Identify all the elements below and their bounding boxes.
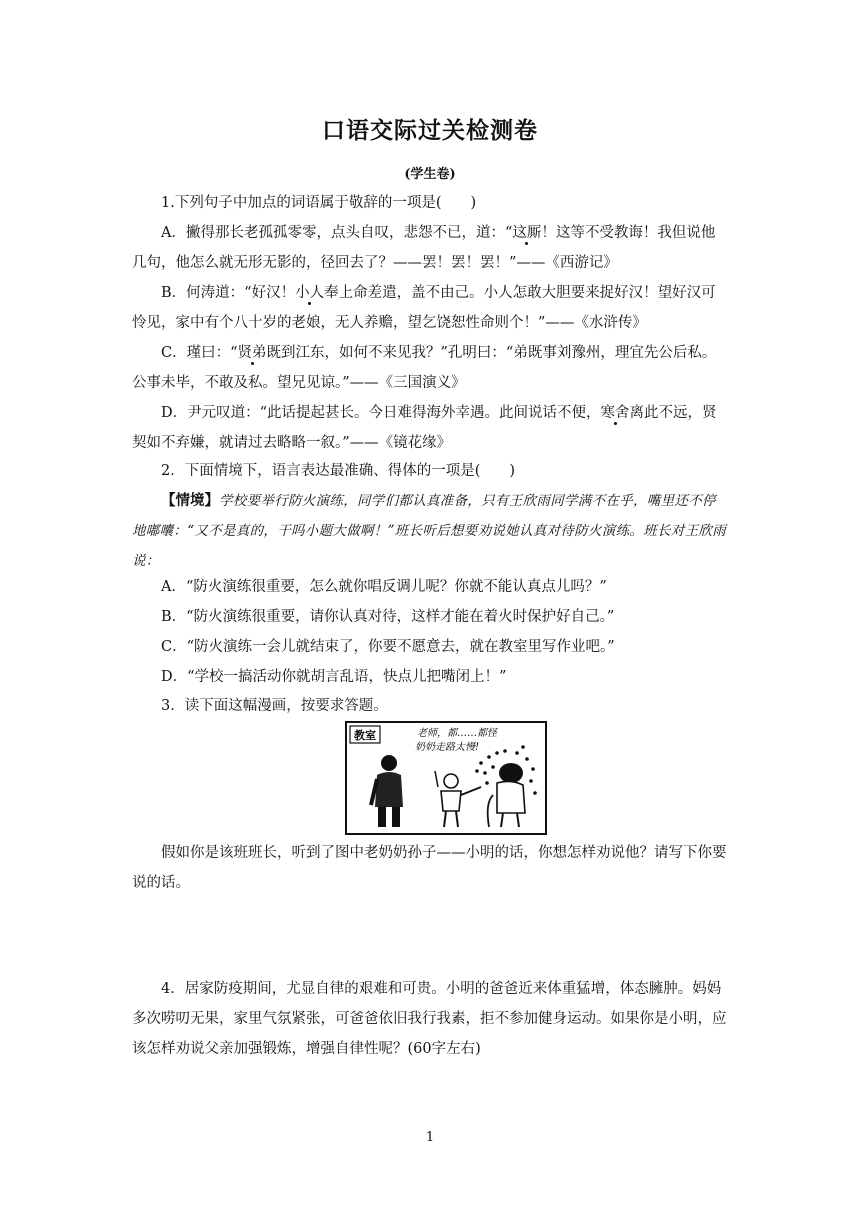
- page-title: 口语交际过关检测卷: [322, 118, 538, 144]
- comic-speech-line-1: 老师，都……都怪: [417, 728, 497, 739]
- scene-label: 【情境】: [161, 492, 219, 509]
- comic-illustration: [345, 721, 547, 835]
- scene-text: 学校要举行防火演练，同学们都认真准备，只有王欣雨同学满不在乎，嘴里还不停地嘟囔：“又不是真的，干吗小题大做啊！”班长听后想要劝说她认真对待防火演练。班长对王欣雨说：: [132, 493, 727, 569]
- question-1-option-b: B．何涛道：“好汉！小人奉上命差遣，盖不由己。小人怎敢大胆要来捉好汉！望好汉可怜见，家中有个八十岁的老娘，无人养赡，望乞饶恕性命则个！”——《水浒传》: [132, 285, 716, 331]
- comic-speech-line-2: 奶奶走路太慢!: [415, 742, 480, 753]
- question-4: 4．居家防疫期间，尤显自律的艰难和可贵。小明的爸爸近来体重猛增，体态臃肿。妈妈多次唠叨无果，家里气氛紧张，可爸爸依旧我行我素，拒不参加健身运动。如果你是小明，应该怎样劝说父亲加强锻炼，增强自律性呢？(60字左右): [132, 981, 727, 1057]
- grandmother-figure: [488, 763, 525, 827]
- question-1-stem: 1.下列句子中加点的词语属于敬辞的一项是( ): [161, 195, 477, 211]
- question-2-stem: 2．下面情境下，语言表达最准确、得体的一项是( ): [161, 463, 516, 479]
- question-2-option-b: B．“防火演练很重要，请你认真对待，这样才能在着火时保护好自己。”: [161, 609, 615, 625]
- teacher-figure: [371, 755, 403, 827]
- page-number: 1: [425, 1130, 435, 1145]
- question-1-option-c: C．瑾曰：“贤弟既到江东，如何不来见我？”孔明曰：“弟既事刘豫州，理宜先公后私。公事未毕，不敢及私。望兄见谅。”——《三国演义》: [132, 345, 717, 391]
- comic-drawing: [347, 723, 545, 833]
- question-1-option-d: D．尹元叹道：“此话提起甚长。今日难得海外幸遇。此间说话不便，寒舍离此不远，贤契如不弃嫌，就请过去略略一叙。”——《镜花缘》: [132, 405, 717, 451]
- question-3-prompt: 假如你是该班班长，听到了图中老奶奶孙子——小明的话，你想怎样劝说他？请写下你要说的话。: [132, 845, 727, 891]
- dotted-word: 贤弟: [237, 345, 267, 361]
- question-3-stem: 3．读下面这幅漫画，按要求答题。: [161, 698, 388, 714]
- comic-room-label: 教室: [354, 729, 376, 742]
- dotted-word: 小人: [295, 285, 325, 301]
- question-2-scene: [132, 486, 728, 576]
- question-1-option-a: A．撇得那长老孤孤零零，点头自叹，悲怨不已，道：“这厮！这等不受教诲！我但说他几句，他怎么就无形无影的，径回去了？——罢！罢！罢！”——《西游记》: [132, 225, 716, 271]
- page-subtitle: (学生卷): [404, 167, 456, 182]
- question-2-option-d: D．“学校一搞活动你就胡言乱语，快点儿把嘴闭上！”: [161, 669, 507, 685]
- question-2-option-c: C．“防火演练一会儿就结束了，你要不愿意去，就在教室里写作业吧。”: [161, 639, 615, 655]
- dotted-word: 寒舍: [600, 405, 630, 421]
- dotted-word: 这厮: [512, 225, 542, 241]
- boy-figure: [435, 771, 481, 827]
- question-2-option-a: A．“防火演练很重要，怎么就你唱反调儿呢？你就不能认真点儿吗？”: [161, 579, 607, 595]
